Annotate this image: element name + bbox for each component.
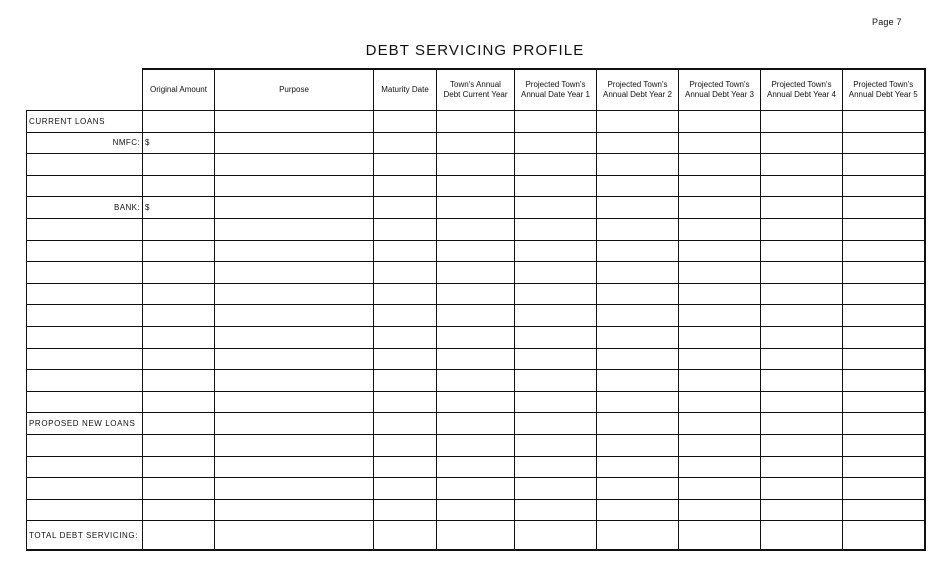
- form-cell[interactable]: [843, 154, 925, 176]
- form-cell[interactable]: [215, 197, 374, 219]
- form-cell[interactable]: [679, 434, 761, 456]
- table-row: [27, 305, 925, 327]
- table-row: [27, 218, 925, 240]
- table-row: [27, 240, 925, 262]
- form-cell[interactable]: [761, 456, 843, 478]
- form-cell[interactable]: [597, 305, 679, 327]
- form-cell[interactable]: [437, 413, 515, 435]
- form-cell[interactable]: [215, 348, 374, 370]
- form-cell[interactable]: [437, 262, 515, 284]
- form-cell[interactable]: [27, 305, 143, 327]
- form-cell[interactable]: [374, 370, 437, 392]
- form-cell[interactable]: [843, 478, 925, 500]
- form-cell[interactable]: [679, 305, 761, 327]
- form-cell[interactable]: [143, 370, 215, 392]
- header-purpose: Purpose: [215, 69, 374, 111]
- form-cell[interactable]: [143, 348, 215, 370]
- form-cell[interactable]: [437, 111, 515, 133]
- table-row: [27, 391, 925, 413]
- form-cell[interactable]: [437, 197, 515, 219]
- form-cell[interactable]: [515, 175, 597, 197]
- form-cell[interactable]: [761, 413, 843, 435]
- form-cell[interactable]: [437, 370, 515, 392]
- table-body: [27, 111, 925, 551]
- form-cell[interactable]: [143, 218, 215, 240]
- form-cell[interactable]: [515, 348, 597, 370]
- form-cell[interactable]: [215, 283, 374, 305]
- form-cell[interactable]: [215, 413, 374, 435]
- form-cell[interactable]: [215, 326, 374, 348]
- form-cell[interactable]: [843, 391, 925, 413]
- form-cell[interactable]: [515, 434, 597, 456]
- form-cell[interactable]: [27, 326, 143, 348]
- form-cell[interactable]: [679, 111, 761, 133]
- form-cell[interactable]: [437, 478, 515, 500]
- total-row: [27, 521, 925, 551]
- form-cell[interactable]: [761, 434, 843, 456]
- table-row: [27, 283, 925, 305]
- form-cell[interactable]: [679, 218, 761, 240]
- form-cell[interactable]: [374, 326, 437, 348]
- form-cell[interactable]: [374, 283, 437, 305]
- form-cell[interactable]: [761, 175, 843, 197]
- form-cell[interactable]: [761, 521, 843, 551]
- form-cell[interactable]: [761, 154, 843, 176]
- form-cell[interactable]: [843, 111, 925, 133]
- form-cell[interactable]: [515, 370, 597, 392]
- form-cell[interactable]: [374, 154, 437, 176]
- form-cell[interactable]: [515, 391, 597, 413]
- form-cell[interactable]: [843, 132, 925, 154]
- form-cell[interactable]: [215, 218, 374, 240]
- form-cell[interactable]: [515, 478, 597, 500]
- form-cell[interactable]: [679, 262, 761, 284]
- table-row: [27, 370, 925, 392]
- form-cell[interactable]: [215, 175, 374, 197]
- form-cell[interactable]: [843, 521, 925, 551]
- form-cell[interactable]: [515, 456, 597, 478]
- form-cell[interactable]: [679, 132, 761, 154]
- form-cell[interactable]: [374, 262, 437, 284]
- bank-label: BANK:: [27, 197, 143, 219]
- form-cell[interactable]: [437, 218, 515, 240]
- form-cell[interactable]: [843, 499, 925, 521]
- form-cell[interactable]: [679, 499, 761, 521]
- form-cell[interactable]: [761, 326, 843, 348]
- page-number: Page 7: [872, 17, 902, 27]
- form-cell[interactable]: [143, 305, 215, 327]
- page-title: DEBT SERVICING PROFILE: [365, 42, 585, 59]
- form-cell[interactable]: [679, 348, 761, 370]
- form-cell[interactable]: [597, 111, 679, 133]
- form-cell[interactable]: [679, 154, 761, 176]
- form-cell[interactable]: [761, 111, 843, 133]
- form-cell[interactable]: [374, 499, 437, 521]
- form-cell[interactable]: [679, 197, 761, 219]
- form-cell[interactable]: [143, 456, 215, 478]
- form-cell[interactable]: [374, 391, 437, 413]
- form-cell[interactable]: [515, 305, 597, 327]
- form-cell[interactable]: [437, 305, 515, 327]
- form-cell[interactable]: [515, 197, 597, 219]
- form-cell[interactable]: [374, 175, 437, 197]
- form-cell[interactable]: [27, 456, 143, 478]
- form-cell[interactable]: [437, 348, 515, 370]
- form-cell[interactable]: [374, 132, 437, 154]
- nmfc-row: [27, 132, 925, 154]
- form-cell[interactable]: [515, 283, 597, 305]
- form-cell[interactable]: [679, 391, 761, 413]
- table-row: [27, 478, 925, 500]
- form-cell[interactable]: [761, 218, 843, 240]
- form-cell[interactable]: [597, 370, 679, 392]
- header-row: [27, 69, 925, 111]
- form-cell[interactable]: [597, 391, 679, 413]
- section-current-loans-row: [27, 111, 925, 133]
- form-cell[interactable]: [143, 326, 215, 348]
- form-cell[interactable]: [27, 478, 143, 500]
- form-cell[interactable]: [27, 283, 143, 305]
- total-debt-servicing-label: TOTAL DEBT SERVICING:: [27, 521, 143, 551]
- form-cell[interactable]: [597, 521, 679, 551]
- form-cell[interactable]: [215, 391, 374, 413]
- table-row: [27, 154, 925, 176]
- form-cell[interactable]: [27, 434, 143, 456]
- form-cell[interactable]: [761, 348, 843, 370]
- form-cell[interactable]: [27, 218, 143, 240]
- form-cell[interactable]: [597, 132, 679, 154]
- form-cell[interactable]: [143, 111, 215, 133]
- form-cell[interactable]: [374, 456, 437, 478]
- nmfc-label: NMFC:: [27, 132, 143, 154]
- form-cell[interactable]: [143, 240, 215, 262]
- form-cell[interactable]: [374, 240, 437, 262]
- form-cell[interactable]: [597, 262, 679, 284]
- table-row: [27, 326, 925, 348]
- form-cell[interactable]: [597, 348, 679, 370]
- form-cell[interactable]: [143, 413, 215, 435]
- form-cell[interactable]: [143, 262, 215, 284]
- form-cell[interactable]: [679, 240, 761, 262]
- form-cell[interactable]: [843, 456, 925, 478]
- form-cell[interactable]: [215, 154, 374, 176]
- form-cell[interactable]: [215, 240, 374, 262]
- form-cell[interactable]: [843, 240, 925, 262]
- form-cell[interactable]: [679, 413, 761, 435]
- form-cell[interactable]: [843, 326, 925, 348]
- form-cell[interactable]: [215, 262, 374, 284]
- form-cell[interactable]: [27, 175, 143, 197]
- form-cell[interactable]: [679, 521, 761, 551]
- form-cell[interactable]: [597, 218, 679, 240]
- form-cell[interactable]: [761, 478, 843, 500]
- table-row: [27, 434, 925, 456]
- form-cell[interactable]: [374, 197, 437, 219]
- header-debt-current-year: Town's Annual Debt Current Year: [437, 69, 515, 111]
- header-projected-year-2: Projected Town's Annual Debt Year 2: [597, 69, 679, 111]
- table-row: [27, 175, 925, 197]
- form-cell[interactable]: [437, 283, 515, 305]
- form-cell[interactable]: [515, 499, 597, 521]
- form-cell[interactable]: [215, 132, 374, 154]
- header-projected-year-3: Projected Town's Annual Debt Year 3: [679, 69, 761, 111]
- form-cell[interactable]: [843, 305, 925, 327]
- header-original-amount: Original Amount: [143, 69, 215, 111]
- form-cell[interactable]: [374, 413, 437, 435]
- form-cell[interactable]: [374, 218, 437, 240]
- form-cell[interactable]: [597, 154, 679, 176]
- form-cell[interactable]: [597, 434, 679, 456]
- form-cell[interactable]: [679, 326, 761, 348]
- form-cell[interactable]: [437, 456, 515, 478]
- form-cell[interactable]: [843, 370, 925, 392]
- form-cell[interactable]: [515, 326, 597, 348]
- form-cell[interactable]: [27, 391, 143, 413]
- form-cell[interactable]: [27, 499, 143, 521]
- form-cell[interactable]: [374, 111, 437, 133]
- form-cell[interactable]: [374, 478, 437, 500]
- form-cell[interactable]: [843, 434, 925, 456]
- form-cell[interactable]: [679, 456, 761, 478]
- form-cell[interactable]: [374, 521, 437, 551]
- form-cell[interactable]: [143, 391, 215, 413]
- form-cell[interactable]: [215, 370, 374, 392]
- form-cell[interactable]: [215, 456, 374, 478]
- form-cell[interactable]: [597, 456, 679, 478]
- form-cell[interactable]: [437, 326, 515, 348]
- form-cell[interactable]: [143, 478, 215, 500]
- form-cell[interactable]: [597, 175, 679, 197]
- nmfc-amount-cell[interactable]: $: [143, 132, 215, 154]
- form-cell[interactable]: [597, 413, 679, 435]
- form-cell[interactable]: [843, 262, 925, 284]
- form-cell[interactable]: [143, 154, 215, 176]
- form-cell[interactable]: [761, 240, 843, 262]
- form-cell[interactable]: [597, 499, 679, 521]
- debt-servicing-table: [26, 68, 926, 551]
- form-cell[interactable]: [515, 154, 597, 176]
- form-cell[interactable]: [679, 478, 761, 500]
- table-row: [27, 499, 925, 521]
- form-cell[interactable]: [437, 175, 515, 197]
- form-cell[interactable]: [597, 283, 679, 305]
- form-cell[interactable]: [515, 111, 597, 133]
- form-cell[interactable]: [515, 132, 597, 154]
- form-cell[interactable]: [374, 348, 437, 370]
- form-cell[interactable]: [761, 197, 843, 219]
- form-cell[interactable]: [679, 370, 761, 392]
- form-cell[interactable]: [437, 240, 515, 262]
- form-cell[interactable]: [143, 521, 215, 551]
- form-cell[interactable]: [515, 521, 597, 551]
- form-cell[interactable]: [437, 132, 515, 154]
- table-row: [27, 262, 925, 284]
- form-cell[interactable]: [215, 111, 374, 133]
- section-label-current-loans: CURRENT LOANS: [27, 111, 143, 133]
- header-projected-year-5: Projected Town's Annual Debt Year 5: [843, 69, 925, 111]
- form-cell[interactable]: [215, 434, 374, 456]
- table-row: [27, 456, 925, 478]
- section-label-proposed-new-loans: PROPOSED NEW LOANS: [27, 413, 143, 435]
- form-cell[interactable]: [215, 478, 374, 500]
- form-cell[interactable]: [515, 240, 597, 262]
- form-cell[interactable]: [143, 499, 215, 521]
- form-cell[interactable]: [27, 262, 143, 284]
- form-cell[interactable]: [437, 391, 515, 413]
- form-cell[interactable]: [761, 283, 843, 305]
- form-cell[interactable]: [143, 283, 215, 305]
- form-cell[interactable]: [437, 154, 515, 176]
- form-cell[interactable]: [843, 197, 925, 219]
- form-cell[interactable]: [597, 478, 679, 500]
- form-cell[interactable]: [843, 175, 925, 197]
- form-cell[interactable]: [437, 521, 515, 551]
- header-projected-year-1: Projected Town's Annual Date Year 1: [515, 69, 597, 111]
- form-cell[interactable]: [761, 499, 843, 521]
- form-cell[interactable]: [27, 348, 143, 370]
- form-cell[interactable]: [374, 305, 437, 327]
- form-cell[interactable]: [515, 413, 597, 435]
- form-cell[interactable]: [515, 262, 597, 284]
- bank-amount-cell[interactable]: $: [143, 197, 215, 219]
- form-cell[interactable]: [843, 218, 925, 240]
- header-maturity-date: Maturity Date: [374, 69, 437, 111]
- form-cell[interactable]: [27, 370, 143, 392]
- form-cell[interactable]: [515, 218, 597, 240]
- form-cell[interactable]: [215, 305, 374, 327]
- bank-row: [27, 197, 925, 219]
- form-cell[interactable]: [27, 240, 143, 262]
- form-cell[interactable]: [597, 240, 679, 262]
- form-cell[interactable]: [843, 348, 925, 370]
- form-cell[interactable]: [761, 391, 843, 413]
- form-cell[interactable]: [761, 132, 843, 154]
- section-proposed-new-loans-row: [27, 413, 925, 435]
- table-row: [27, 348, 925, 370]
- form-cell[interactable]: [143, 175, 215, 197]
- form-cell[interactable]: [597, 197, 679, 219]
- form-cell[interactable]: [27, 154, 143, 176]
- header-projected-year-4: Projected Town's Annual Debt Year 4: [761, 69, 843, 111]
- form-cell[interactable]: [437, 434, 515, 456]
- form-cell[interactable]: [437, 499, 515, 521]
- form-cell[interactable]: [761, 305, 843, 327]
- form-cell[interactable]: [215, 499, 374, 521]
- form-cell[interactable]: [374, 434, 437, 456]
- form-cell[interactable]: [679, 175, 761, 197]
- form-cell[interactable]: [843, 283, 925, 305]
- form-cell[interactable]: [843, 413, 925, 435]
- form-cell[interactable]: [215, 521, 374, 551]
- form-cell[interactable]: [143, 434, 215, 456]
- form-cell[interactable]: [679, 283, 761, 305]
- form-cell[interactable]: [761, 370, 843, 392]
- header-blank-cell: [27, 69, 143, 111]
- form-cell[interactable]: [761, 262, 843, 284]
- form-cell[interactable]: [597, 326, 679, 348]
